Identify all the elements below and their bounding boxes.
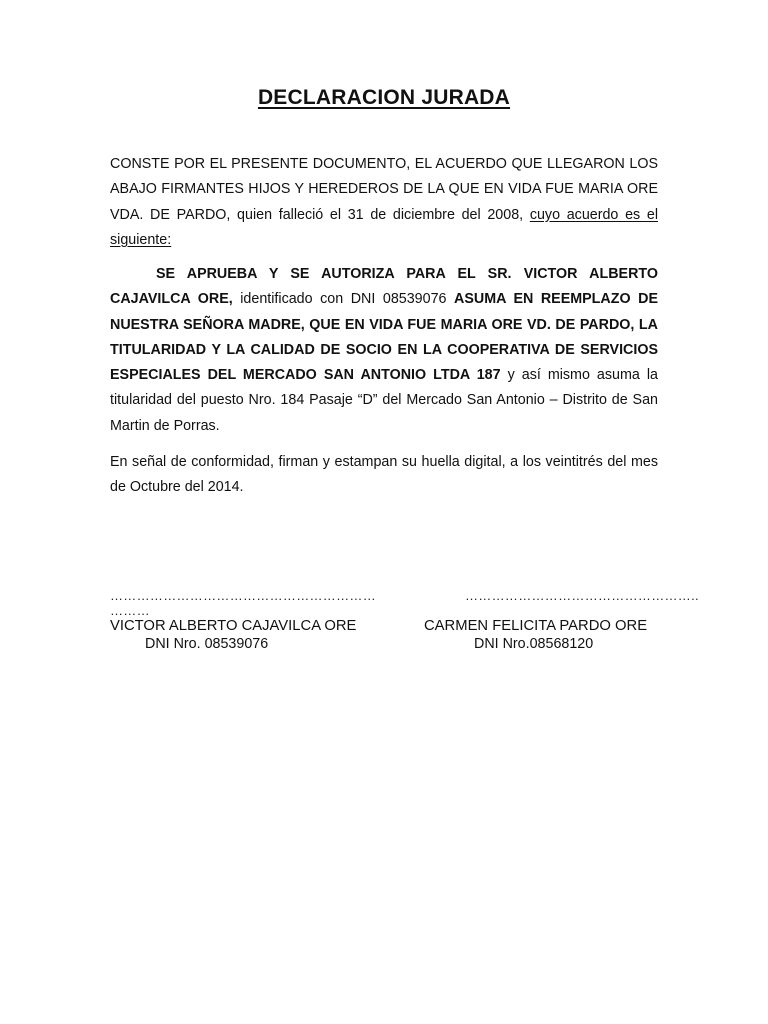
paragraph-agreement [110,262,658,439]
left-signer-name: VICTOR ALBERTO CAJAVILCA ORE [110,618,357,634]
paragraph-intro [110,152,658,253]
intro-text: CONSTE POR EL PRESENTE DOCUMENTO, EL ACUERDO QUE LLEGARON LOS ABAJO FIRMANTES HIJOS Y HEREDEROS DE LA QUE EN VIDA FUE MARIA ORE VDA. DE PARDO, quien falleció el 31 de diciembre del 2008, [110,156,658,223]
right-signer-dni: DNI Nro.08568120 [474,636,594,652]
document-title: DECLARACION JURADA [257,86,511,109]
right-signature-line: …………………………………………….. [465,588,699,603]
agreement-normal-2: y así mismo asuma la titularidad del puesto Nro. 184 Pasaje “D” del Mercado San Antonio – Distrito de San Martin de Porras. [110,367,658,434]
left-signature-line: …………………………………………………… [110,588,376,603]
agreement-normal-1: identificado con DNI 08539076 [232,291,455,308]
left-signature-line-continuation: ……… [110,603,150,618]
left-signer-dni: DNI Nro. 08539076 [145,636,269,652]
right-signer-name: CARMEN FELICITA PARDO ORE [424,618,648,634]
agreement-bold-2: ASUMA EN REEMPLAZO DE NUESTRA SEÑORA MADRE, QUE EN VIDA FUE MARIA ORE VD. DE PARDO, LA TITULARIDAD Y LA CALIDAD DE SOCIO EN LA COOPERATIVA DE SERVICIOS ESPECIALES DEL MERCADO SAN ANTONIO LTDA 187 [110,291,658,384]
conformity-text: En señal de conformidad, firman y estampan su huella digital, a los veintitrés del mes de Octubre del 2014. [110,454,658,496]
intro-underlined-text: cuyo acuerdo es el siguiente: [110,206,658,248]
agreement-bold-1: SE APRUEBA Y SE AUTORIZA PARA EL SR. VICTOR ALBERTO CAJAVILCA ORE, [110,266,658,308]
paragraph-conformity [110,450,658,501]
